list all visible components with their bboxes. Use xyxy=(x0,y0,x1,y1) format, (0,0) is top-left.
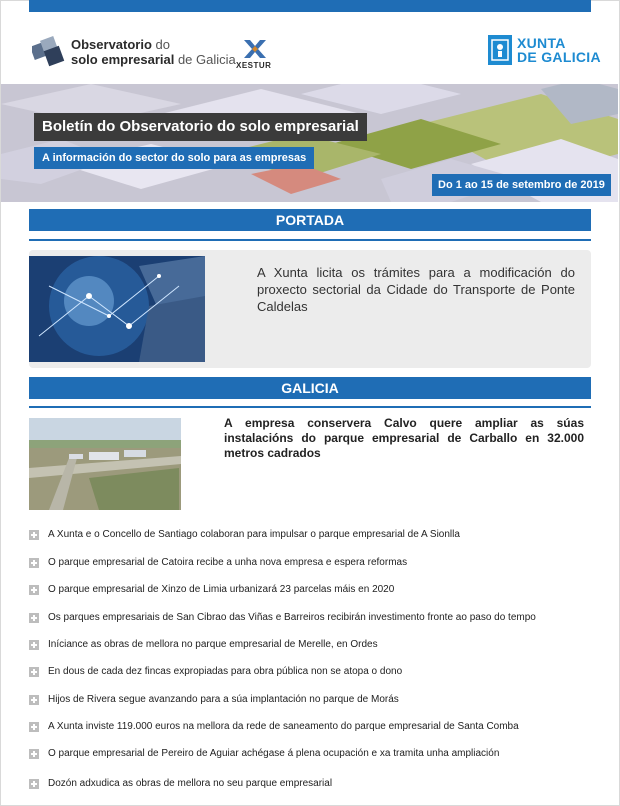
news-item-text[interactable]: Hijos de Rivera segue avanzando para a súa implantación no parque de Morás xyxy=(48,694,399,705)
news-list-item[interactable] xyxy=(29,528,591,544)
news-list-item[interactable] xyxy=(29,583,591,599)
news-item-text[interactable]: O parque empresarial de Catoira recibe a unha nova empresa e espera reformas xyxy=(48,557,408,568)
news-item-text[interactable]: O parque empresarial de Pereiro de Aguiar achégase á plena ocupación e xa tramita unha ampliación xyxy=(48,748,500,759)
top-accent-bar xyxy=(29,0,591,12)
plus-icon[interactable] xyxy=(29,722,39,732)
news-list-item[interactable] xyxy=(29,665,591,681)
observatorio-name-line2: solo empresarial xyxy=(71,52,175,67)
portada-headline-link[interactable]: A Xunta licita os trámites para a modificación do proxecto sectorial da Cidade do Transporte de Ponte Caldelas xyxy=(257,265,575,314)
xunta-line1: XUNTA xyxy=(517,35,566,51)
plus-icon[interactable] xyxy=(29,667,39,677)
section-divider-galicia xyxy=(29,406,591,408)
news-item-text[interactable]: A Xunta inviste 119.000 euros na mellora da rede de saneamento do parque empresarial de Santa Comba xyxy=(48,721,519,732)
news-list-item[interactable] xyxy=(29,638,591,654)
xestur-label: XESTUR xyxy=(236,61,272,70)
news-item-text[interactable]: Dozón adxudica as obras de mellora no seu parque empresarial xyxy=(48,778,333,789)
news-list-item[interactable] xyxy=(29,693,591,709)
galicia-headline-link[interactable]: A empresa conservera Calvo quere ampliar as súas instalacións do parque empresarial de Carballo en 32.000 metros cadrados xyxy=(224,416,584,460)
banner-title: Boletín do Observatorio do solo empresarial xyxy=(34,113,367,141)
observatorio-logo-text[interactable] xyxy=(71,37,236,67)
plus-icon[interactable] xyxy=(29,779,39,789)
section-header-galicia: GALICIA xyxy=(29,377,591,399)
news-list-item[interactable] xyxy=(29,611,591,627)
plus-icon[interactable] xyxy=(29,695,39,705)
banner-subtitle: A información do sector do solo para as empresas xyxy=(34,147,314,169)
xunta-shield-icon[interactable] xyxy=(488,35,512,65)
news-list-item[interactable] xyxy=(29,777,591,793)
news-item-text[interactable]: Os parques empresariais de San Cibrao das Viñas e Barreiros recibirán investimento fronte ao paso do tempo xyxy=(48,612,536,623)
news-item-text[interactable]: A Xunta e o Concello de Santiago colaboran para impulsar o parque empresarial de A Sionlla xyxy=(48,529,460,540)
xunta-line2: DE GALICIA xyxy=(517,49,601,65)
observatorio-logo-icon xyxy=(32,34,66,68)
portada-image[interactable] xyxy=(29,256,205,362)
plus-icon[interactable] xyxy=(29,530,39,540)
plus-icon[interactable] xyxy=(29,640,39,650)
news-item-text[interactable]: O parque empresarial de Xinzo de Limia urbanizará 23 parcelas máis en 2020 xyxy=(48,584,395,595)
banner-date: Do 1 ao 15 de setembro de 2019 xyxy=(432,174,611,196)
observatorio-name-line1-suffix: do xyxy=(151,37,170,52)
news-list-item[interactable] xyxy=(29,747,591,763)
plus-icon[interactable] xyxy=(29,749,39,759)
observatorio-name-line1: Observatorio xyxy=(71,37,152,52)
section-divider-portada xyxy=(29,239,591,241)
xunta-logo-text[interactable] xyxy=(517,36,601,64)
section-header-portada: PORTADA xyxy=(29,209,591,231)
plus-icon[interactable] xyxy=(29,585,39,595)
observatorio-name-line2-suffix: de Galicia xyxy=(174,52,236,67)
news-item-text[interactable]: En dous de cada dez fincas expropiadas para obra pública non se atopa o dono xyxy=(48,666,403,677)
plus-icon[interactable] xyxy=(29,613,39,623)
news-list-item[interactable] xyxy=(29,556,591,572)
news-list-item[interactable] xyxy=(29,720,591,736)
galicia-feature-image[interactable] xyxy=(29,418,181,510)
news-item-text[interactable]: Iníciance as obras de mellora no parque empresarial de Merelle, en Ordes xyxy=(48,639,378,650)
plus-icon[interactable] xyxy=(29,558,39,568)
